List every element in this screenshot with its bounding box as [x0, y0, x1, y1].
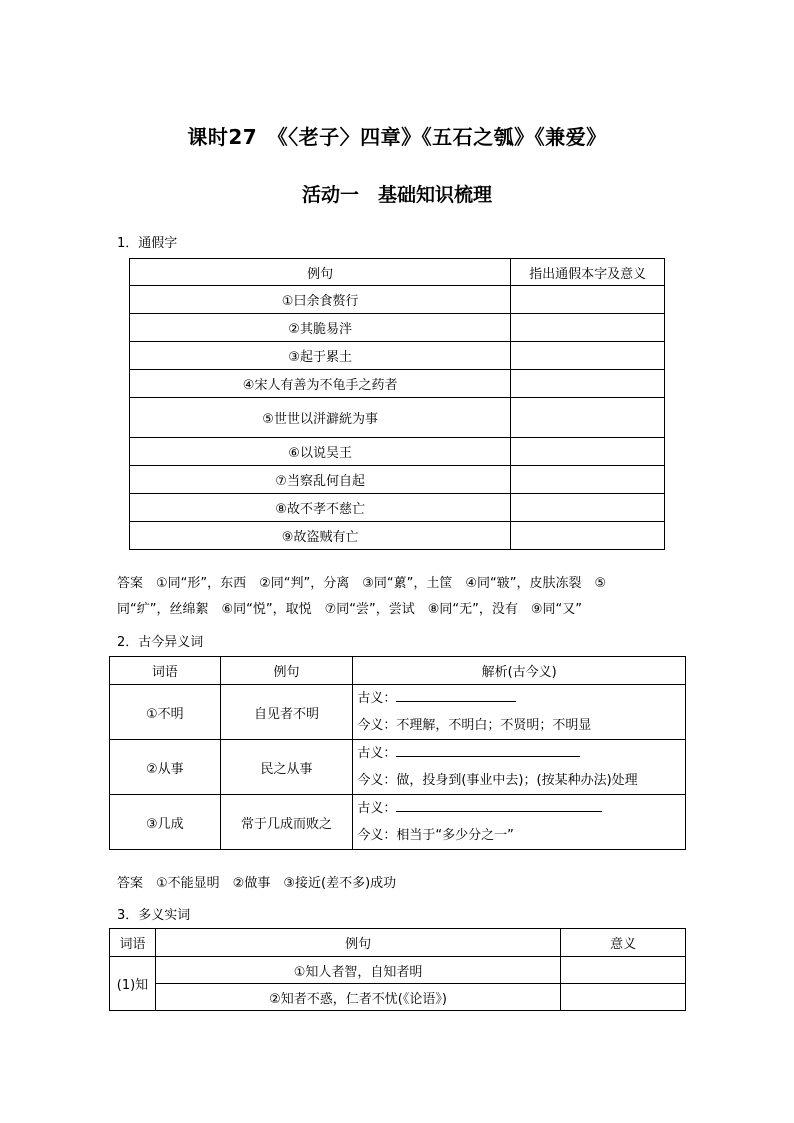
answer-cell[interactable] — [511, 398, 665, 438]
fill-blank[interactable] — [396, 689, 516, 702]
fill-blank[interactable] — [396, 799, 602, 812]
answer-cell[interactable] — [561, 957, 686, 984]
answer-cell[interactable] — [561, 984, 686, 1011]
col-header-word: 词语 — [110, 657, 221, 685]
col-header-meaning: 指出通假本字及意义 — [511, 259, 665, 286]
section1-heading: 1．通假字 — [117, 236, 178, 251]
section1-answer — [117, 571, 687, 623]
col-header-analysis: 解析(古今义) — [353, 657, 686, 685]
table-row-sentence: ⑦当察乱何自起 — [130, 466, 511, 494]
col-header-example: 例句 — [220, 657, 353, 685]
answer-cell[interactable] — [511, 494, 665, 522]
word-cell: ③几成 — [110, 795, 221, 850]
col-header-word: 词语 — [110, 929, 156, 957]
analysis-cell — [353, 685, 686, 740]
table-row-sentence: ④宋人有善为不龟手之药者 — [130, 370, 511, 398]
activity-subtitle: 活动一 基础知识梳理 — [301, 184, 492, 206]
analysis-cell — [353, 740, 686, 795]
fill-blank[interactable] — [396, 744, 580, 757]
table-row-sentence: ⑥以说吴王 — [130, 438, 511, 466]
duoyi-table — [109, 928, 686, 1011]
col-header-example: 例句 — [155, 929, 560, 957]
example-cell: 民之从事 — [220, 740, 353, 795]
answer-cell[interactable] — [511, 370, 665, 398]
word-cell: ①不明 — [110, 685, 221, 740]
modern-meaning: 今义：做，投身到(事业中去)；(按某种办法)处理 — [357, 773, 638, 788]
gujin-table — [109, 656, 686, 850]
answer-cell[interactable] — [511, 466, 665, 494]
page-title: 课时27 《〈老子〉四章》《五石之瓠》《兼爱》 — [187, 125, 607, 149]
modern-meaning: 今义：相当于“多少分之一” — [357, 828, 514, 843]
table-row-sentence: ⑨故盗贼有亡 — [130, 522, 511, 550]
answer-label: 答案 — [117, 576, 144, 591]
col-header-meaning: 意义 — [561, 929, 686, 957]
analysis-cell — [353, 795, 686, 850]
answer-cell[interactable] — [511, 314, 665, 342]
answer-text: ①不能显明 ②做事 ③接近(差不多)成功 — [156, 876, 397, 891]
section2-answer — [117, 871, 396, 897]
ancient-label: 古义： — [357, 691, 397, 706]
answer-cell[interactable] — [511, 522, 665, 550]
example-cell: 自见者不明 — [220, 685, 353, 740]
ancient-label: 古义： — [357, 801, 397, 816]
table-row-sentence: ①知人者智，自知者明 — [155, 957, 560, 984]
answer-cell[interactable] — [511, 286, 665, 314]
table-row-sentence: ⑤世世以洴澼絖为事 — [130, 398, 511, 438]
answer-text-line1: ①同“形”，东西 ②同“判”，分离 ③同“蔂”，土筐 ④同“皲”，皮肤冻裂 ⑤ — [156, 576, 607, 591]
section2-heading: 2．古今异义词 — [117, 635, 204, 650]
table-row-sentence: ⑧故不孝不慈亡 — [130, 494, 511, 522]
answer-label: 答案 — [117, 876, 144, 891]
table-row-sentence: ③起于累土 — [130, 342, 511, 370]
section3-heading: 3．多义实词 — [117, 908, 191, 923]
answer-cell[interactable] — [511, 438, 665, 466]
table-row-sentence: ②其脆易泮 — [130, 314, 511, 342]
answer-text-line2: 同“纩”，丝绵絮 ⑥同“悦”，取悦 ⑦同“尝”，尝试 ⑧同“无”，没有 ⑨同“又” — [117, 602, 582, 617]
ancient-label: 古义： — [357, 746, 397, 761]
modern-meaning: 今义：不理解，不明白；不贤明；不明显 — [357, 718, 592, 733]
table-row-sentence: ①曰余食赘行 — [130, 286, 511, 314]
table-row-sentence: ②知者不惑，仁者不忧(《论语》) — [155, 984, 560, 1011]
col-header-example: 例句 — [130, 259, 511, 286]
example-cell: 常于几成而败之 — [220, 795, 353, 850]
word-cell: ②从事 — [110, 740, 221, 795]
answer-cell[interactable] — [511, 342, 665, 370]
tongjia-table — [129, 258, 665, 550]
word-cell: (1)知 — [110, 957, 156, 1011]
